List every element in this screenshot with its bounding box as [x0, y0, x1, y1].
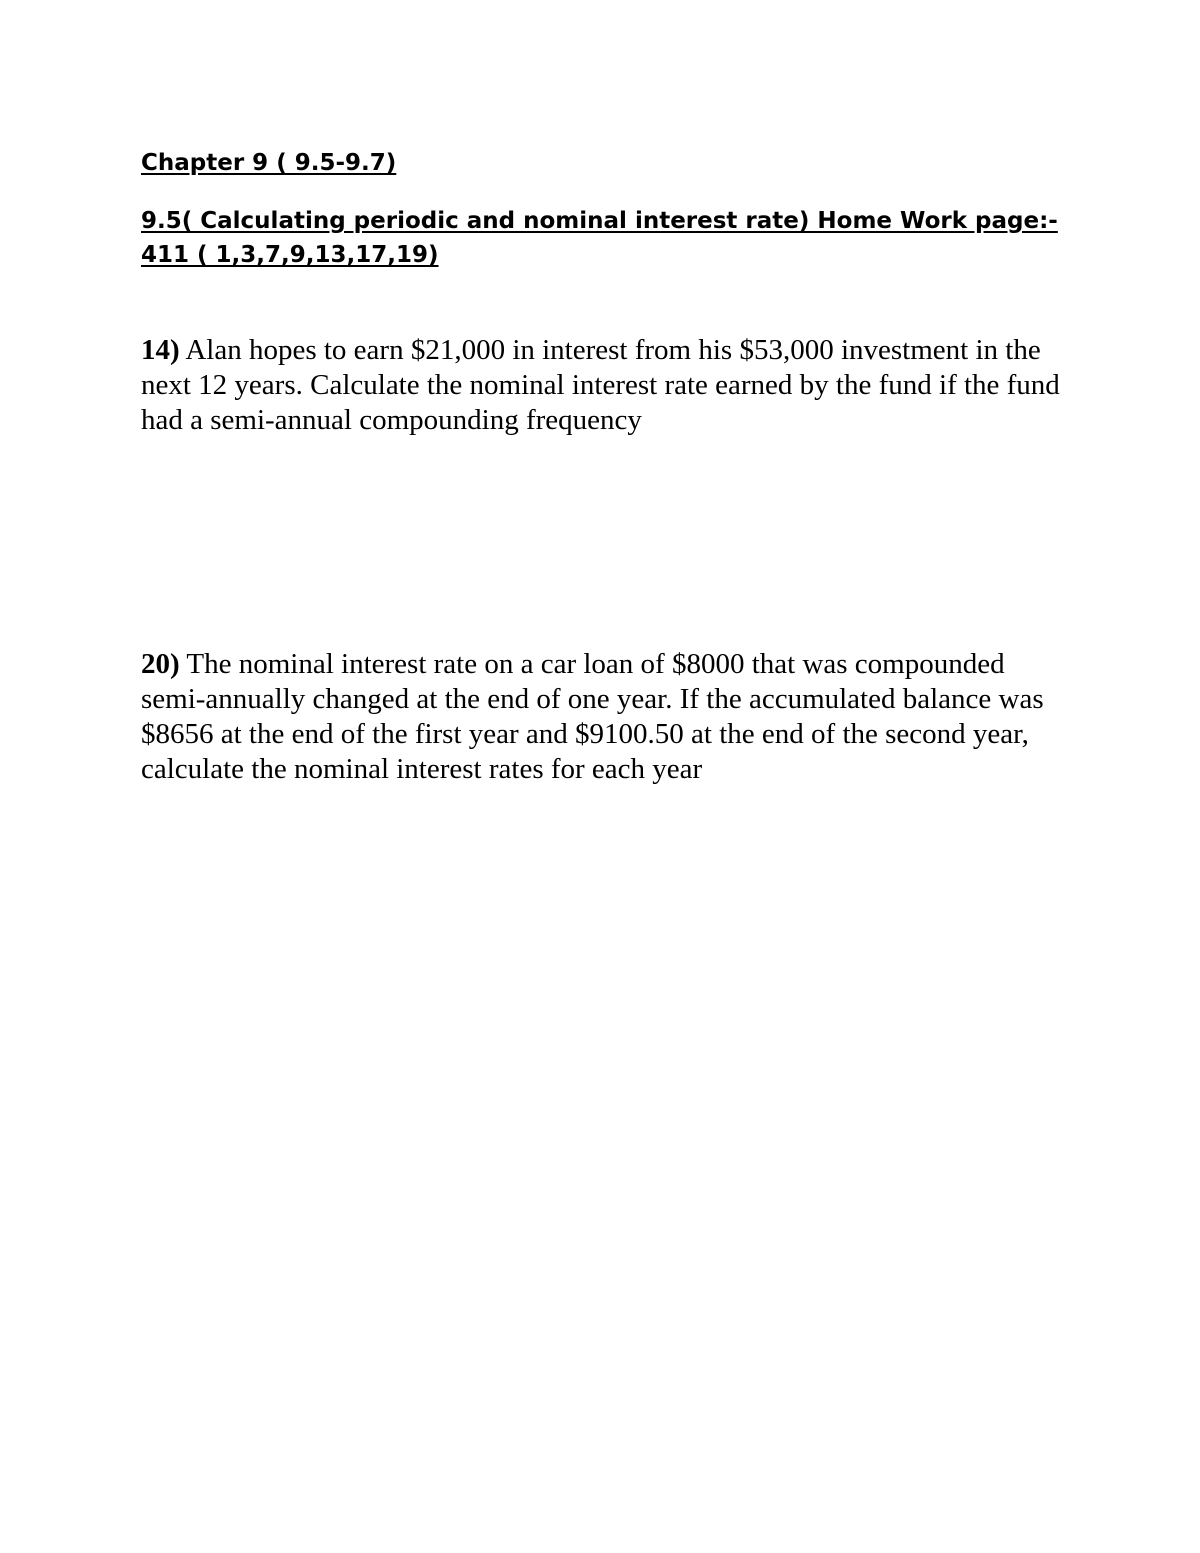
- problem-number: 14): [141, 334, 180, 366]
- section-title: [141, 204, 1071, 272]
- problem-number: 20): [141, 648, 180, 680]
- section-title-line1: 9.5( Calculating periodic and nominal interest rate) Home Work page:-: [141, 208, 1058, 234]
- problem-20: [141, 647, 1071, 787]
- problem-14: [141, 333, 1071, 438]
- chapter-title: Chapter 9 ( 9.5-9.7): [141, 150, 397, 176]
- problem-text: The nominal interest rate on a car loan of $8000 that was compounded semi-annually changed at the end of one year. If the accumulated balance was $8656 at the end of the first year and $9100.50 at the end of the second year, calculate the nominal interest rates for each year: [141, 648, 1044, 785]
- problem-text: Alan hopes to earn $21,000 in interest from his $53,000 investment in the next 12 years. Calculate the nominal interest rate earned by the fund if the fund had a semi-annual compounding frequency: [141, 334, 1060, 436]
- section-title-line2: 411 ( 1,3,7,9,13,17,19): [141, 242, 439, 268]
